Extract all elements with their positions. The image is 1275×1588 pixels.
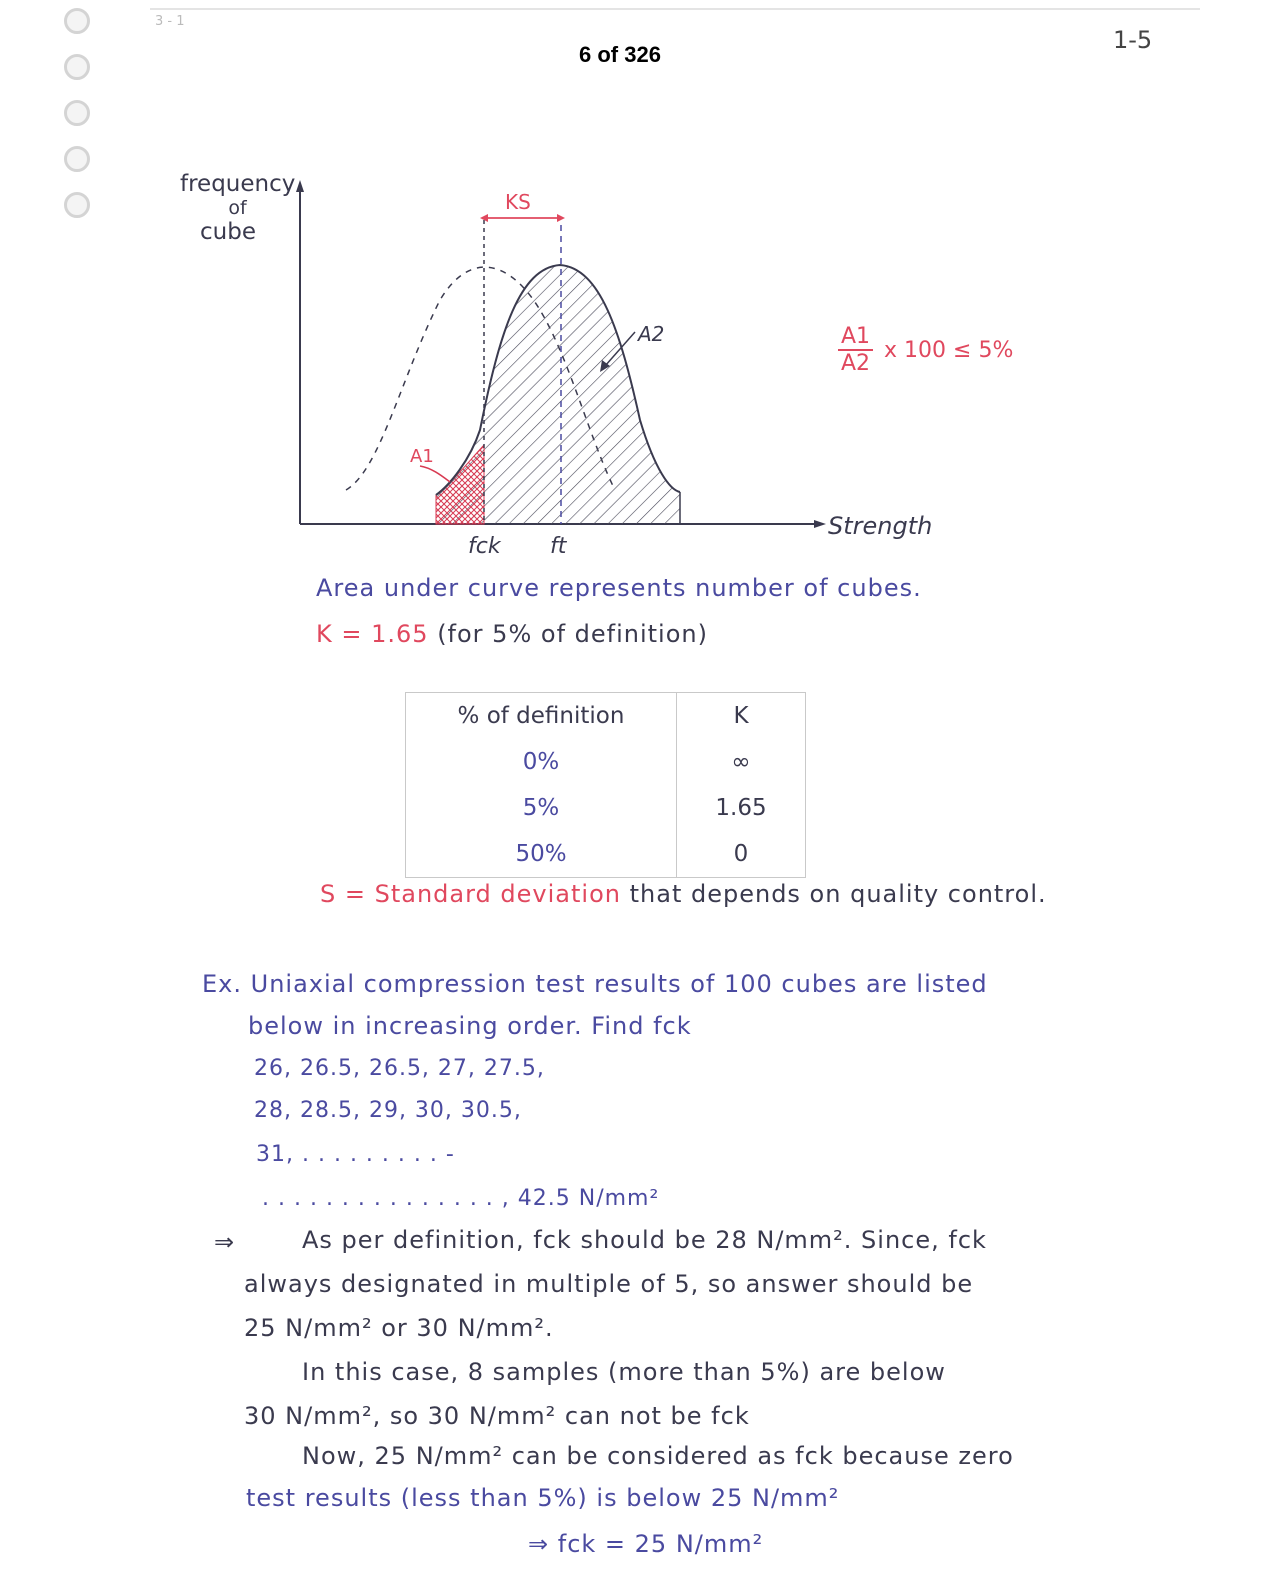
table-row (406, 831, 806, 878)
y-axis-label-line3: cube (200, 219, 256, 245)
solution-line-3: 25 N/mm² or 30 N/mm². (244, 1314, 554, 1342)
area-note: Area under curve represents number of cubes. (316, 574, 922, 602)
solution-line-2: always designated in multiple of 5, so answer should be (244, 1270, 974, 1298)
example-prefix: Ex. (202, 970, 242, 998)
k-value: K = 1.65 (316, 620, 429, 648)
solution-arrow: ⇒ (214, 1228, 236, 1256)
final-answer: ⇒ fck = 25 N/mm² (528, 1530, 764, 1558)
corner-mark: 3 - 1 (155, 14, 185, 29)
y-axis-label-line2: of (228, 197, 247, 219)
fck-label: fck (468, 534, 501, 559)
y-axis-label (180, 172, 295, 244)
k-note-line (316, 620, 708, 648)
table-cell: 50% (406, 831, 677, 878)
data-line-3: 31, . . . . . . . . . - (256, 1142, 455, 1167)
sd-definition: S = Standard deviation (320, 880, 621, 908)
table-header: % of definition (406, 693, 677, 740)
k-table (405, 692, 806, 878)
strength-distribution-figure (0, 0, 1275, 600)
formula-rest: x 100 ≤ 5% (884, 337, 1014, 363)
table-header-row (406, 693, 806, 740)
x-axis-label: Strength (828, 512, 933, 540)
solution-line-5: 30 N/mm², so 30 N/mm² can not be fck (244, 1402, 750, 1430)
solution-line-6: Now, 25 N/mm² can be considered as fck because zero (302, 1442, 1014, 1470)
page-counter: 6 of 326 (579, 42, 661, 67)
ks-label: KS (505, 190, 531, 214)
table-cell: 5% (406, 785, 677, 831)
x-axis-arrow (814, 520, 826, 528)
data-line-2: 28, 28.5, 29, 30, 30.5, (254, 1098, 522, 1123)
formula-numerator: A1 (838, 324, 873, 351)
table-cell: 0 (677, 831, 806, 878)
ft-label: ft (550, 534, 567, 559)
table-row (406, 785, 806, 831)
sd-note (320, 880, 1047, 908)
example-line-1 (202, 970, 988, 998)
a1-label: A1 (410, 446, 434, 467)
area-ratio-formula (838, 324, 1013, 376)
a2-label: A2 (638, 322, 665, 346)
a1-pointer (420, 466, 450, 482)
solution-line-1: As per definition, fck should be 28 N/mm². Since, fck (302, 1226, 987, 1254)
y-axis-label-line1: frequency (180, 171, 296, 197)
table-cell: 0% (406, 739, 677, 785)
table-row (406, 739, 806, 785)
k-note: (for 5% of definition) (437, 620, 708, 648)
example-text: Uniaxial compression test results of 100 cubes are listed (250, 970, 988, 998)
page-number: 1-5 (1113, 26, 1153, 54)
table-cell: ∞ (677, 739, 806, 785)
data-line-4: . . . . . . . . . . . . . . . , 42.5 N/mm² (262, 1186, 660, 1211)
a1-area (436, 445, 484, 524)
solution-line-7: test results (less than 5%) is below 25 N/mm² (246, 1484, 840, 1512)
example-line-2: below in increasing order. Find fck (248, 1012, 692, 1040)
formula-denominator: A2 (841, 351, 871, 376)
sd-rest: that depends on quality control. (629, 880, 1047, 908)
table-cell: 1.65 (677, 785, 806, 831)
y-axis-arrow (296, 180, 304, 192)
data-line-1: 26, 26.5, 26.5, 27, 27.5, (254, 1056, 545, 1081)
solution-line-4: In this case, 8 samples (more than 5%) are below (302, 1358, 946, 1386)
table-header: K (677, 693, 806, 740)
